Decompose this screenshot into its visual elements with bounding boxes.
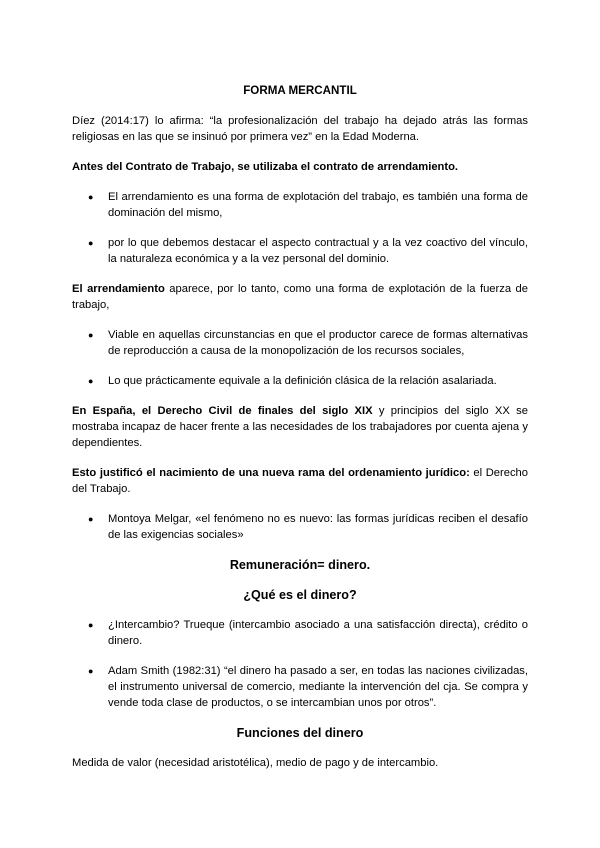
list-item — [72, 189, 528, 221]
list-item-text: Montoya Melgar, «el fenómeno no es nuevo: las formas jurídicas reciben el desafío de las exigencias sociales» — [108, 513, 528, 541]
list-item — [72, 235, 528, 267]
body-text: aparece, por lo tanto, como una forma de explotación de la fuerza de trabajo, — [72, 283, 528, 311]
body-text: el Derecho del Trabajo. — [72, 467, 528, 495]
que-es-dinero-heading: ¿Qué es el dinero? — [243, 588, 357, 602]
espana-paragraph — [72, 403, 528, 451]
remuneracion-heading: Remuneración= dinero. — [229, 558, 371, 572]
bullet-icon: ● — [88, 238, 94, 248]
bullet-icon: ● — [88, 376, 94, 386]
page-title: FORMA MERCANTIL — [243, 84, 357, 97]
derecho-trabajo-paragraph — [72, 465, 528, 497]
list-item-text: ¿Intercambio? Trueque (intercambio asociado a una satisfacción directa), crédito o dinero. — [108, 619, 528, 647]
list-item — [72, 327, 528, 359]
bullet-icon: ● — [88, 620, 94, 630]
body-text: y principios del siglo XX se mostraba incapaz de hacer frente a las necesidades de los trabajadores por cuenta ajena y dependientes. — [72, 405, 528, 449]
emphasis-text: En España, el Derecho Civil de finales del siglo XIX — [72, 405, 373, 417]
bullet-list-explotacion — [72, 327, 528, 389]
list-item-text: Lo que prácticamente equivale a la definición clásica de la relación asalariada. — [108, 375, 497, 387]
emphasis-text: Esto justificó el nacimiento de una nueva rama del ordenamiento jurídico: — [72, 467, 470, 479]
list-item — [72, 663, 528, 711]
funciones-paragraph: Medida de valor (necesidad aristotélica), medio de pago y de intercambio. — [72, 757, 439, 769]
list-item-text: El arrendamiento es una forma de explotación del trabajo, es también una forma de dominación del mismo, — [108, 191, 528, 219]
list-item — [72, 617, 528, 649]
list-item-text: Viable en aquellas circunstancias en que el productor carece de formas alternativas de reproducción a causa de la monopolización de los recursos sociales, — [108, 329, 528, 357]
bullet-list-dinero — [72, 617, 528, 711]
emphasis-text: El arrendamiento — [72, 283, 165, 295]
arrendamiento-paragraph — [72, 281, 528, 313]
list-item — [72, 373, 528, 389]
list-item — [72, 511, 528, 543]
funciones-heading: Funciones del dinero — [236, 726, 364, 740]
arrendamiento-heading: Antes del Contrato de Trabajo, se utilizaba el contrato de arrendamiento. — [72, 161, 459, 173]
intro-paragraph: Díez (2014:17) lo afirma: “la profesionalización del trabajo ha dejado atrás las formas religiosas en las que se insinuó por primera vez” en la Edad Moderna. — [72, 115, 528, 143]
list-item-text: por lo que debemos destacar el aspecto contractual y a la vez coactivo del vínculo, la naturaleza económica y a la vez personal del dominio. — [108, 237, 528, 265]
bullet-icon: ● — [88, 514, 94, 524]
bullet-icon: ● — [88, 666, 94, 676]
list-item-text: Adam Smith (1982:31) “el dinero ha pasado a ser, en todas las naciones civilizadas, el instrumento universal de comercio, mediante la intervención del cja. Se compra y vende toda clase de productos, o se intercambian unos por otros”. — [108, 665, 528, 709]
bullet-icon: ● — [88, 192, 94, 202]
bullet-list-arrendamiento — [72, 189, 528, 267]
bullet-icon: ● — [88, 330, 94, 340]
bullet-list-montoya — [72, 511, 528, 543]
